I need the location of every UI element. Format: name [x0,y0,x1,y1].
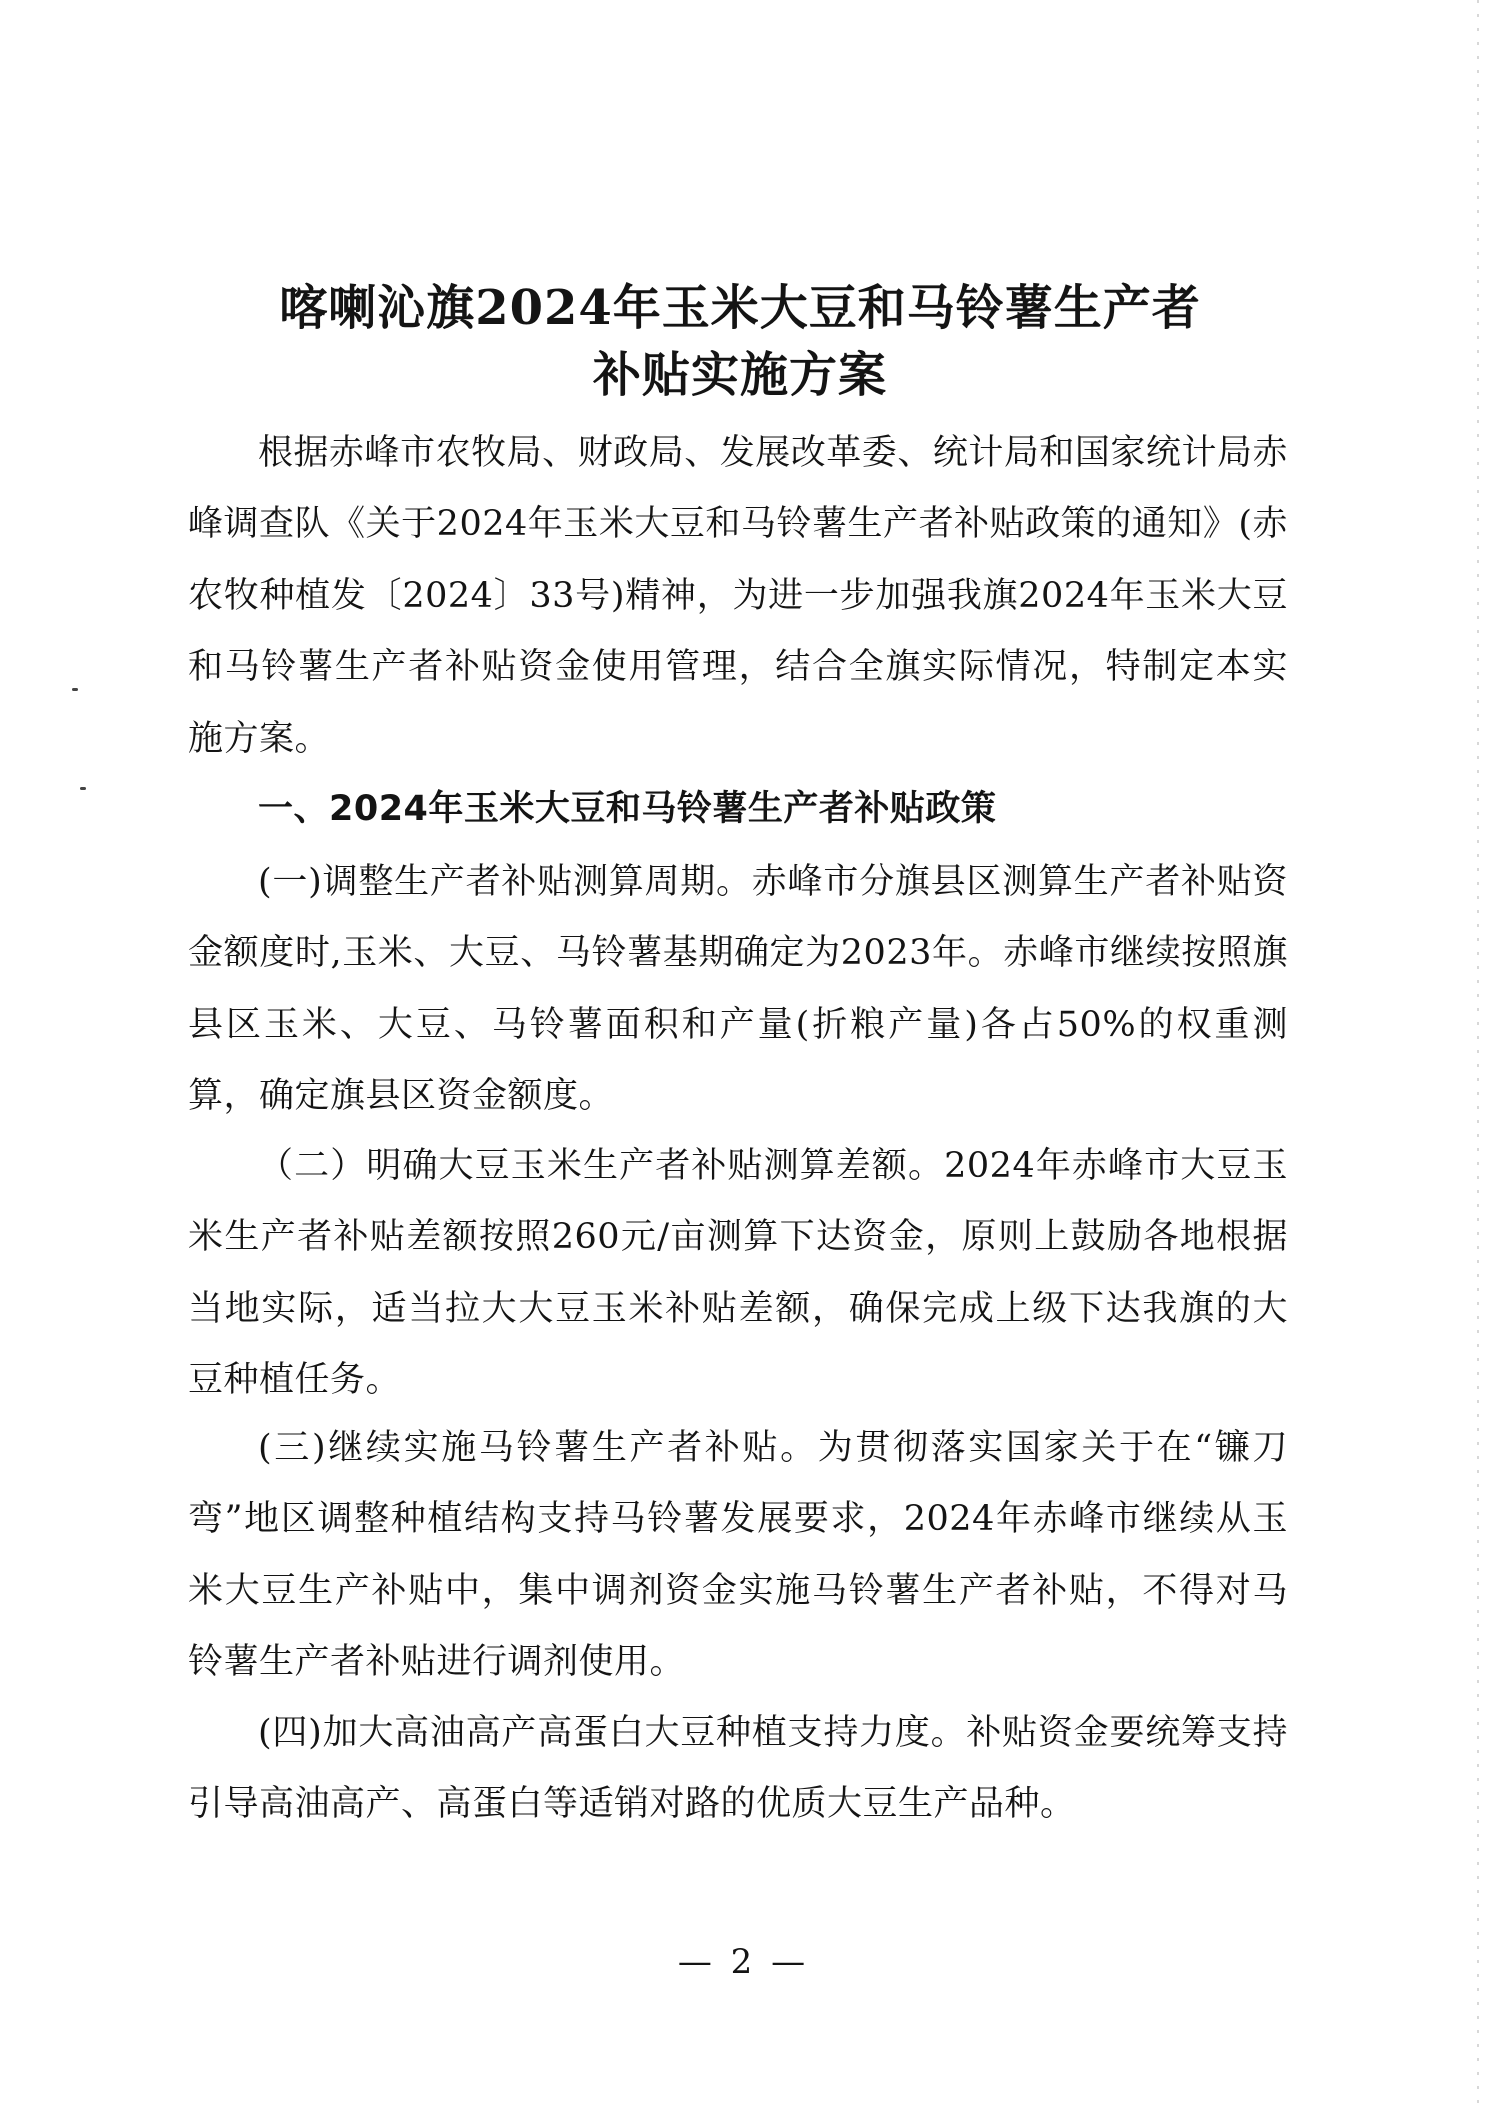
item-1-block [188,847,1288,1133]
document-title-line-1: 喀喇沁旗2024年玉米大豆和马铃薯生产者 [279,280,1201,336]
intro-paragraph: 根据赤峰市农牧局、财政局、发展改革委、统计局和国家统计局赤峰调查队《关于2024年玉米大豆和马铃薯生产者补贴政策的通知》(赤农牧种植发〔2024〕33号)精神，为进一步加强我旗2024年玉米大豆和马铃薯生产者补贴资金使用管理，结合全旗实际情况，特制定本实施方案。 [188,433,1288,759]
item-4-block [188,1698,1288,1841]
scan-speck [80,787,86,790]
page-number: — 2 — [677,1942,810,1982]
item-4-paragraph: (四)加大高油高产高蛋白大豆种植支持力度。补贴资金要统筹支持引导高油高产、高蛋白等适销对路的优质大豆生产品种。 [188,1713,1288,1825]
section-1-heading: 一、2024年玉米大豆和马铃薯生产者补贴政策 [258,789,997,829]
scan-speck [72,688,78,691]
scan-edge-marks [1477,0,1479,2105]
document-title-line-2: 补贴实施方案 [592,347,887,403]
item-2-block [188,1131,1288,1417]
item-3-block [188,1413,1288,1699]
item-3-paragraph: (三)继续实施马铃薯生产者补贴。为贯彻落实国家关于在“镰刀弯”地区调整种植结构支持马铃薯发展要求，2024年赤峰市继续从玉米大豆生产补贴中，集中调剂资金实施马铃薯生产者补贴，不得对马铃薯生产者补贴进行调剂使用。 [188,1428,1288,1683]
item-2-paragraph: （二）明确大豆玉米生产者补贴测算差额。2024年赤峰市大豆玉米生产者补贴差额按照260元/亩测算下达资金，原则上鼓励各地根据当地实际，适当拉大大豆玉米补贴差额，确保完成上级下达我旗的大豆种植任务。 [188,1146,1288,1401]
intro-block [188,418,1288,775]
item-1-paragraph: (一)调整生产者补贴测算周期。赤峰市分旗县区测算生产者补贴资金额度时,玉米、大豆、马铃薯基期确定为2023年。赤峰市继续按照旗县区玉米、大豆、马铃薯面积和产量(折粮产量)各占50%的权重测算，确定旗县区资金额度。 [188,862,1288,1117]
section-1-block [188,774,1288,845]
